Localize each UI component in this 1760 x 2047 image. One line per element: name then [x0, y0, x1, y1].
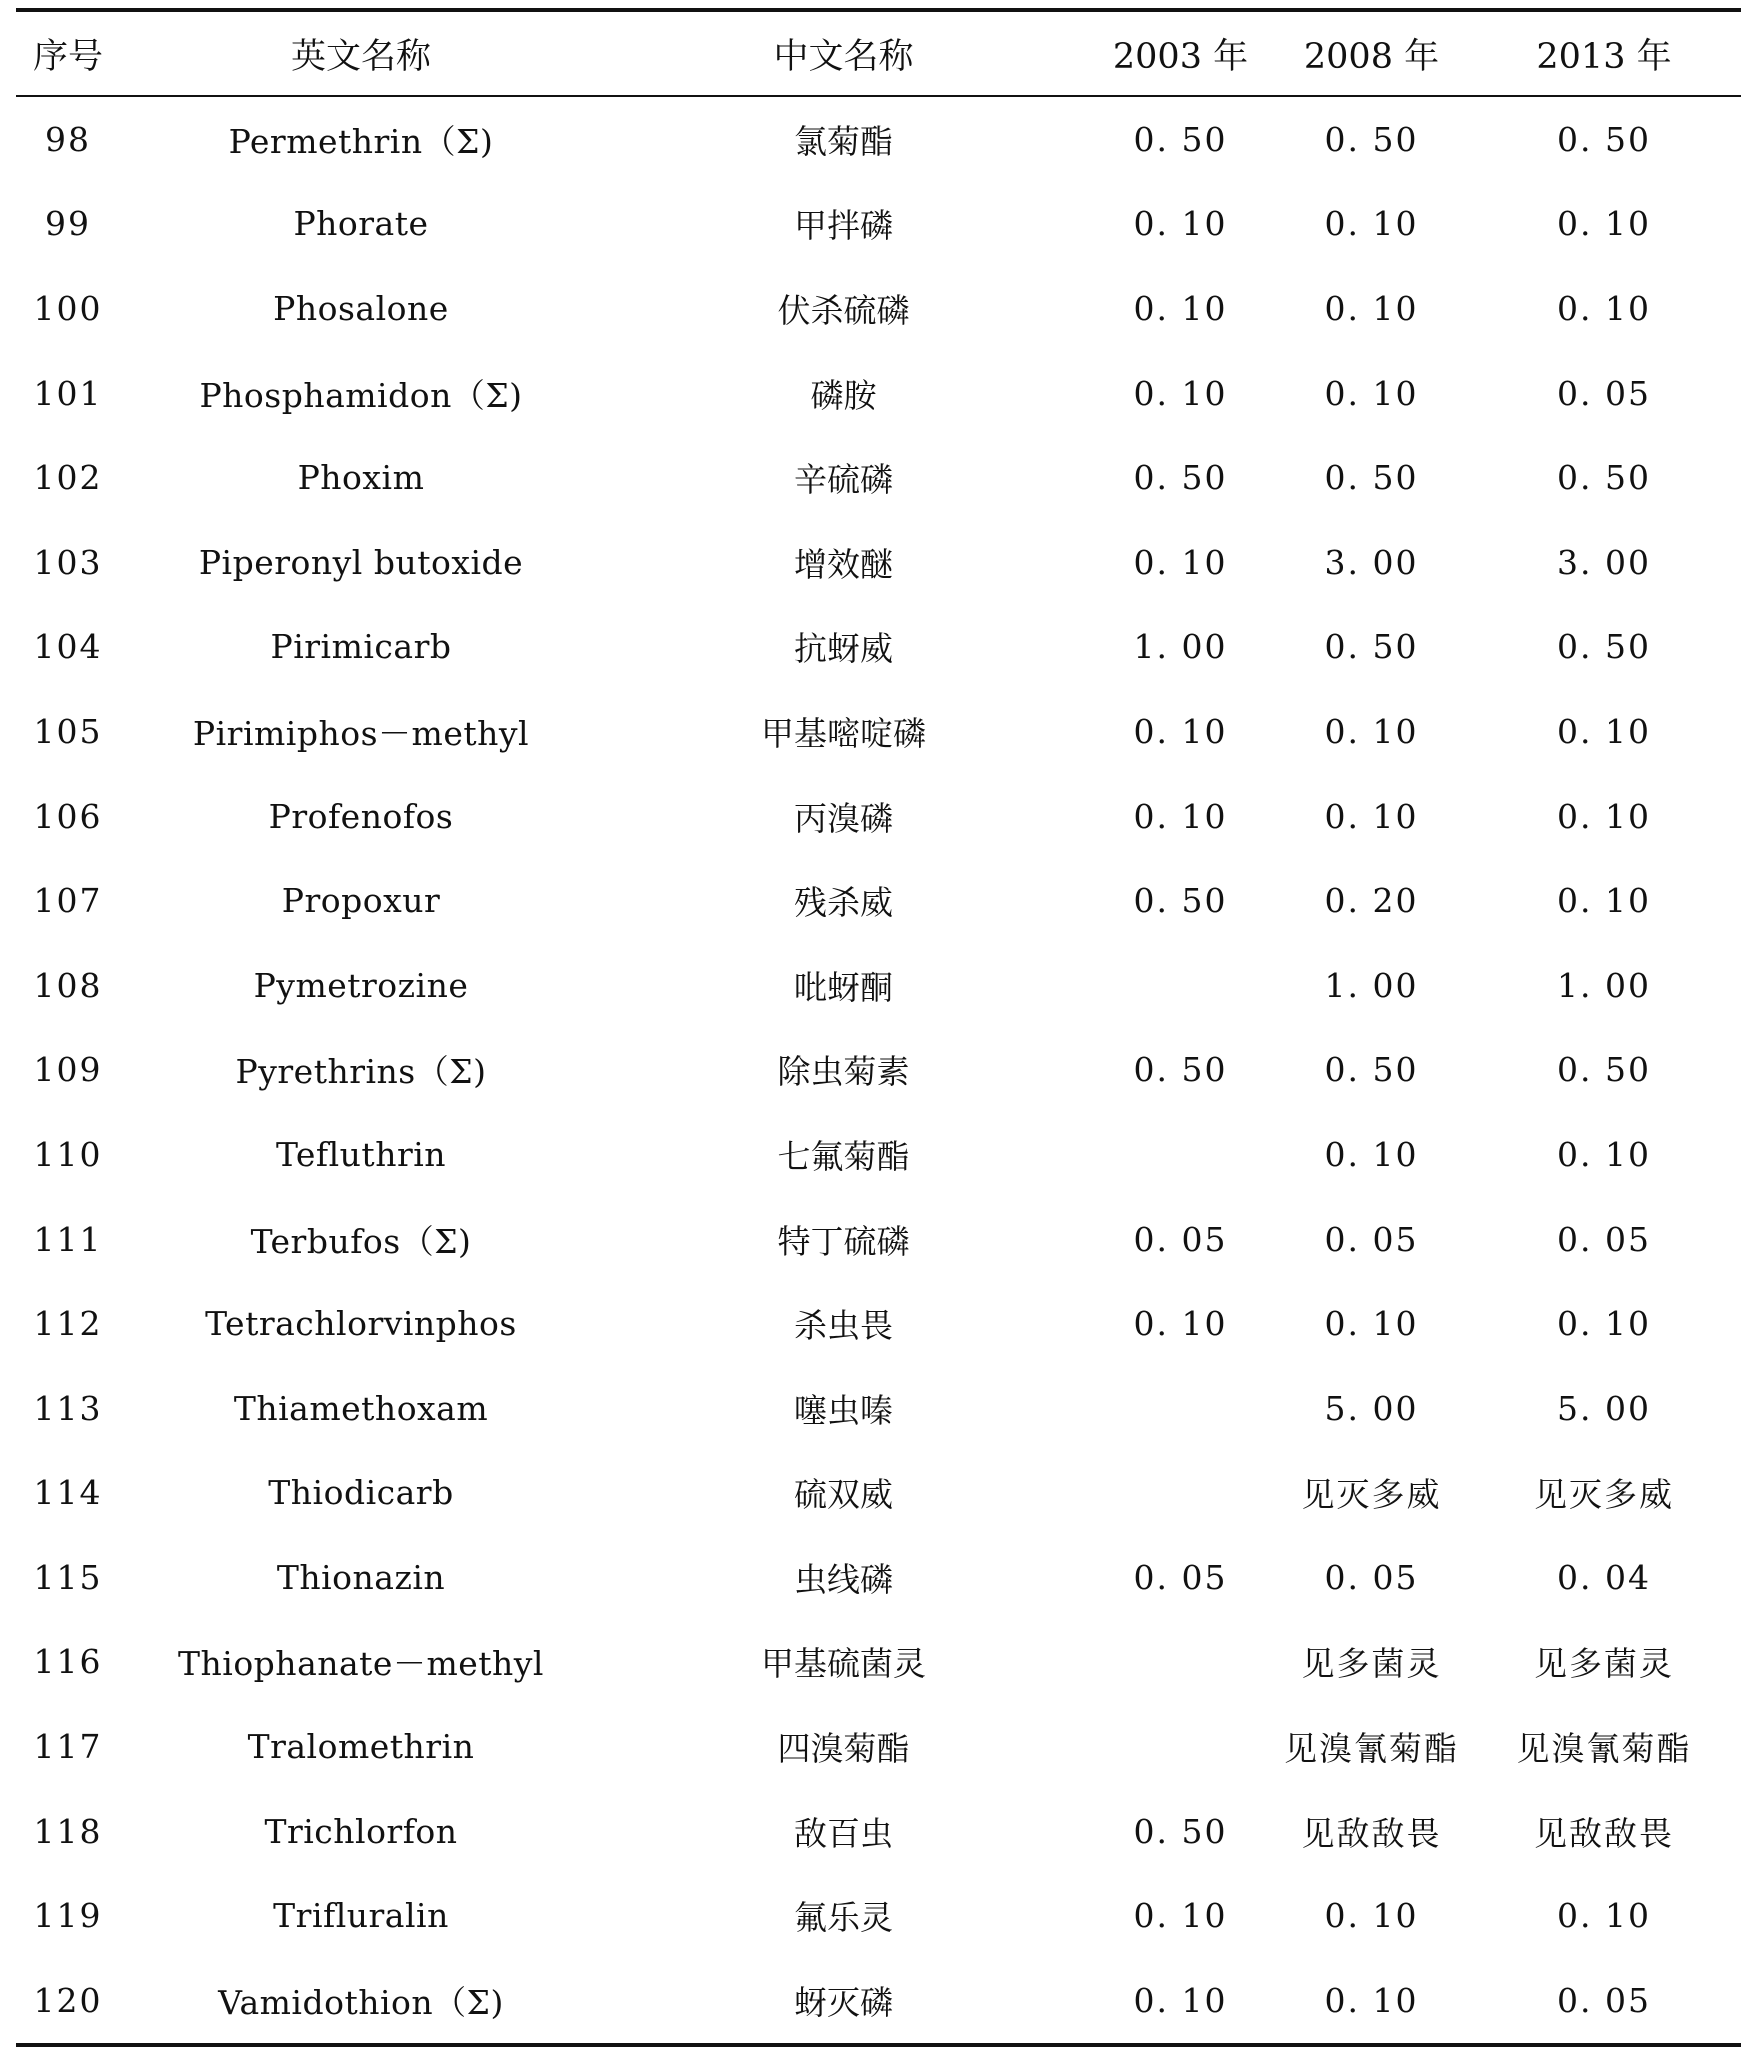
cell-index: 107 [33, 881, 103, 921]
header-year-2008: 2008 年 [1276, 10, 1467, 96]
cell-chinese-name: 虫线磷 [794, 1559, 893, 1599]
cell-2008: 0. 10 [1324, 288, 1419, 328]
cell-index: 118 [33, 1811, 103, 1851]
cell-2008: 0. 10 [1324, 204, 1419, 244]
cell-english-name: Thiamethoxam [233, 1388, 489, 1428]
cell-index: 104 [33, 627, 103, 667]
cell-chinese-name: 杀虫畏 [794, 1306, 893, 1346]
cell-index: 100 [33, 288, 103, 328]
cell-2003 [1085, 1366, 1276, 1451]
cell-2003: 0. 50 [1133, 881, 1228, 921]
cell-index: 101 [33, 373, 103, 413]
cell-2013: 0. 10 [1557, 1304, 1651, 1344]
cell-2008: 0. 10 [1324, 1896, 1419, 1936]
header-english-name: 英文名称 [120, 10, 602, 96]
cell-2008: 0. 05 [1324, 1219, 1419, 1259]
cell-chinese-name: 吡蚜酮 [794, 967, 893, 1007]
cell-index: 106 [33, 796, 103, 836]
table-row [16, 1535, 1741, 1620]
cell-2013: 0. 10 [1557, 881, 1651, 921]
cell-english-name: Thiophanate－methyl [178, 1644, 544, 1684]
table-row [16, 182, 1741, 267]
cell-2008: 0. 10 [1324, 796, 1419, 836]
table-row [16, 435, 1741, 520]
cell-chinese-name: 氯菊酯 [794, 121, 893, 161]
header-year-2003: 2003 年 [1085, 10, 1276, 96]
cell-index: 102 [33, 458, 103, 498]
table-row [16, 1789, 1741, 1874]
table-row [16, 943, 1741, 1028]
table-row [16, 1451, 1741, 1536]
cell-english-name: Trichlorfon [264, 1811, 458, 1851]
cell-2008: 0. 05 [1324, 1557, 1419, 1597]
table-row [16, 605, 1741, 690]
table-row [16, 1873, 1741, 1958]
cell-2013: 0. 05 [1557, 373, 1651, 413]
table-row [16, 689, 1741, 774]
header-index: 序号 [16, 10, 120, 96]
cell-2008: 见多菌灵 [1301, 1644, 1442, 1684]
cell-english-name: Thiodicarb [268, 1473, 454, 1513]
cell-2008: 1. 00 [1324, 965, 1419, 1005]
cell-2013: 0. 04 [1557, 1557, 1651, 1597]
table-row [16, 520, 1741, 605]
cell-chinese-name: 甲基嘧啶磷 [761, 713, 926, 753]
cell-2008: 0. 50 [1324, 1050, 1419, 1090]
cell-index: 111 [33, 1219, 103, 1259]
cell-2003 [1085, 1704, 1276, 1789]
cell-2003: 0. 10 [1133, 1896, 1228, 1936]
cell-2013: 0. 05 [1557, 1219, 1651, 1259]
cell-index: 113 [33, 1388, 103, 1428]
cell-2003 [1085, 1451, 1276, 1536]
cell-chinese-name: 磷胺 [810, 375, 877, 415]
cell-index: 112 [33, 1304, 103, 1344]
cell-chinese-name: 硫双威 [794, 1475, 893, 1515]
cell-2008: 0. 50 [1324, 458, 1419, 498]
table-row [16, 1112, 1741, 1197]
cell-2013: 见敌敌畏 [1534, 1813, 1674, 1853]
cell-2008: 0. 10 [1324, 1134, 1419, 1174]
cell-2013: 0. 10 [1557, 204, 1651, 244]
cell-chinese-name: 七氟菊酯 [777, 1136, 910, 1176]
cell-chinese-name: 噻虫嗪 [794, 1390, 893, 1430]
cell-chinese-name: 甲拌磷 [794, 206, 893, 246]
cell-english-name: Pirimicarb [270, 627, 452, 667]
cell-2013: 1. 00 [1557, 965, 1651, 1005]
header-row [16, 10, 1741, 96]
header-year-2013: 2013 年 [1467, 10, 1741, 96]
cell-2008: 3. 00 [1324, 542, 1419, 582]
table-row [16, 1197, 1741, 1282]
cell-2003: 0. 50 [1133, 1811, 1228, 1851]
cell-english-name: Permethrin（Σ) [228, 121, 494, 161]
cell-english-name: Terbufos（Σ) [250, 1221, 472, 1261]
table-row [16, 1704, 1741, 1789]
cell-english-name: Thionazin [276, 1557, 446, 1597]
cell-2013: 见多菌灵 [1534, 1644, 1674, 1684]
table-row [16, 96, 1741, 182]
cell-2008: 见溴氰菊酯 [1284, 1729, 1459, 1769]
cell-2008: 0. 10 [1324, 373, 1419, 413]
cell-chinese-name: 四溴菊酯 [777, 1729, 910, 1769]
cell-chinese-name: 辛硫磷 [794, 460, 893, 500]
cell-english-name: Phorate [293, 204, 429, 244]
cell-2003: 0. 10 [1085, 1958, 1276, 2045]
cell-2013: 0. 10 [1557, 288, 1651, 328]
cell-chinese-name: 蚜灭磷 [602, 1958, 1085, 2045]
cell-index: 110 [33, 1134, 103, 1174]
cell-2013: 0. 50 [1557, 458, 1651, 498]
cell-index: 117 [33, 1727, 103, 1767]
cell-english-name: Tralomethrin [247, 1727, 475, 1767]
cell-english-name: Vamidothion（Σ) [120, 1958, 602, 2045]
cell-2003: 1. 00 [1133, 627, 1228, 667]
cell-2008: 见敌敌畏 [1301, 1813, 1442, 1853]
table-row [16, 266, 1741, 351]
cell-chinese-name: 伏杀硫磷 [777, 290, 910, 330]
cell-english-name: Phosalone [273, 288, 449, 328]
cell-2008: 0. 10 [1324, 1304, 1419, 1344]
cell-2013: 0. 05 [1467, 1958, 1741, 2045]
table-row [16, 1620, 1741, 1705]
table-header [16, 10, 1741, 96]
cell-2008: 见灭多威 [1301, 1475, 1442, 1515]
table-row [16, 351, 1741, 436]
cell-2003: 0. 50 [1133, 1050, 1228, 1090]
cell-chinese-name: 丙溴磷 [794, 798, 893, 838]
cell-2013: 0. 10 [1557, 796, 1651, 836]
cell-2013: 0. 50 [1557, 119, 1651, 159]
cell-2003: 0. 50 [1133, 458, 1228, 498]
cell-2003: 0. 10 [1133, 711, 1228, 751]
cell-english-name: Piperonyl butoxide [198, 542, 524, 582]
cell-2013: 0. 10 [1557, 711, 1651, 751]
cell-english-name: Phoxim [297, 458, 425, 498]
cell-english-name: Phosphamidon（Σ) [199, 375, 523, 415]
cell-2008: 0. 50 [1324, 119, 1419, 159]
cell-index: 108 [33, 965, 103, 1005]
cell-index: 105 [33, 711, 103, 751]
cell-chinese-name: 抗蚜威 [794, 629, 893, 669]
table-row [16, 1028, 1741, 1113]
cell-index: 103 [33, 542, 103, 582]
cell-chinese-name: 特丁硫磷 [777, 1221, 910, 1261]
cell-chinese-name: 敌百虫 [794, 1813, 893, 1853]
cell-english-name: Pymetrozine [253, 965, 469, 1005]
cell-english-name: Propoxur [281, 881, 441, 921]
cell-english-name: Trifluralin [273, 1896, 449, 1936]
cell-2003: 0. 10 [1133, 373, 1228, 413]
cell-index: 116 [33, 1642, 103, 1682]
cell-2003: 0. 10 [1133, 204, 1228, 244]
cell-2003 [1085, 1620, 1276, 1705]
cell-2008: 5. 00 [1324, 1388, 1419, 1428]
cell-2008: 0. 50 [1324, 627, 1419, 667]
table-row [16, 1281, 1741, 1366]
cell-2013: 3. 00 [1557, 542, 1651, 582]
cell-index: 109 [33, 1050, 103, 1090]
cell-2013: 0. 10 [1557, 1134, 1651, 1174]
cell-2008: 0. 10 [1324, 711, 1419, 751]
cell-index: 98 [45, 119, 91, 159]
cell-index: 114 [33, 1473, 103, 1513]
cell-index: 119 [33, 1896, 103, 1936]
cell-english-name: Pirimiphos－methyl [192, 713, 530, 753]
table-row [16, 858, 1741, 943]
cell-2003: 0. 10 [1133, 542, 1228, 582]
cell-2013: 5. 00 [1557, 1388, 1651, 1428]
cell-2003: 0. 05 [1133, 1557, 1228, 1597]
cell-chinese-name: 甲基硫菌灵 [761, 1644, 926, 1684]
cell-2013: 见溴氰菊酯 [1516, 1729, 1692, 1769]
cell-chinese-name: 除虫菊素 [777, 1052, 910, 1092]
header-chinese-name: 中文名称 [602, 10, 1085, 96]
cell-2008: 0. 20 [1324, 881, 1419, 921]
cell-2013: 见灭多威 [1534, 1475, 1674, 1515]
cell-chinese-name: 氟乐灵 [794, 1898, 893, 1938]
cell-english-name: Tefluthrin [275, 1134, 447, 1174]
cell-chinese-name: 残杀威 [794, 883, 893, 923]
cell-2003: 0. 10 [1133, 1304, 1228, 1344]
cell-english-name: Profenofos [268, 796, 454, 836]
cell-2003: 0. 10 [1133, 288, 1228, 328]
cell-2003 [1085, 943, 1276, 1028]
cell-index: 115 [33, 1557, 103, 1597]
table-row [16, 774, 1741, 859]
cell-2003: 0. 10 [1133, 796, 1228, 836]
cell-2003: 0. 50 [1133, 119, 1228, 159]
cell-chinese-name: 增效醚 [794, 544, 893, 584]
cell-english-name: Pyrethrins（Σ) [235, 1052, 487, 1092]
pesticide-limits-table [16, 8, 1741, 2047]
cell-2013: 0. 10 [1557, 1896, 1651, 1936]
cell-2008: 0. 10 [1276, 1958, 1467, 2045]
table-body [16, 96, 1741, 2045]
cell-2003 [1085, 1112, 1276, 1197]
cell-2003: 0. 05 [1133, 1219, 1228, 1259]
cell-index: 120 [16, 1958, 120, 2045]
cell-2013: 0. 50 [1557, 1050, 1651, 1090]
cell-2013: 0. 50 [1557, 627, 1651, 667]
table-row [16, 1958, 1741, 2045]
table-row [16, 1366, 1741, 1451]
cell-index: 99 [45, 204, 91, 244]
cell-english-name: Tetrachlorvinphos [205, 1304, 517, 1344]
